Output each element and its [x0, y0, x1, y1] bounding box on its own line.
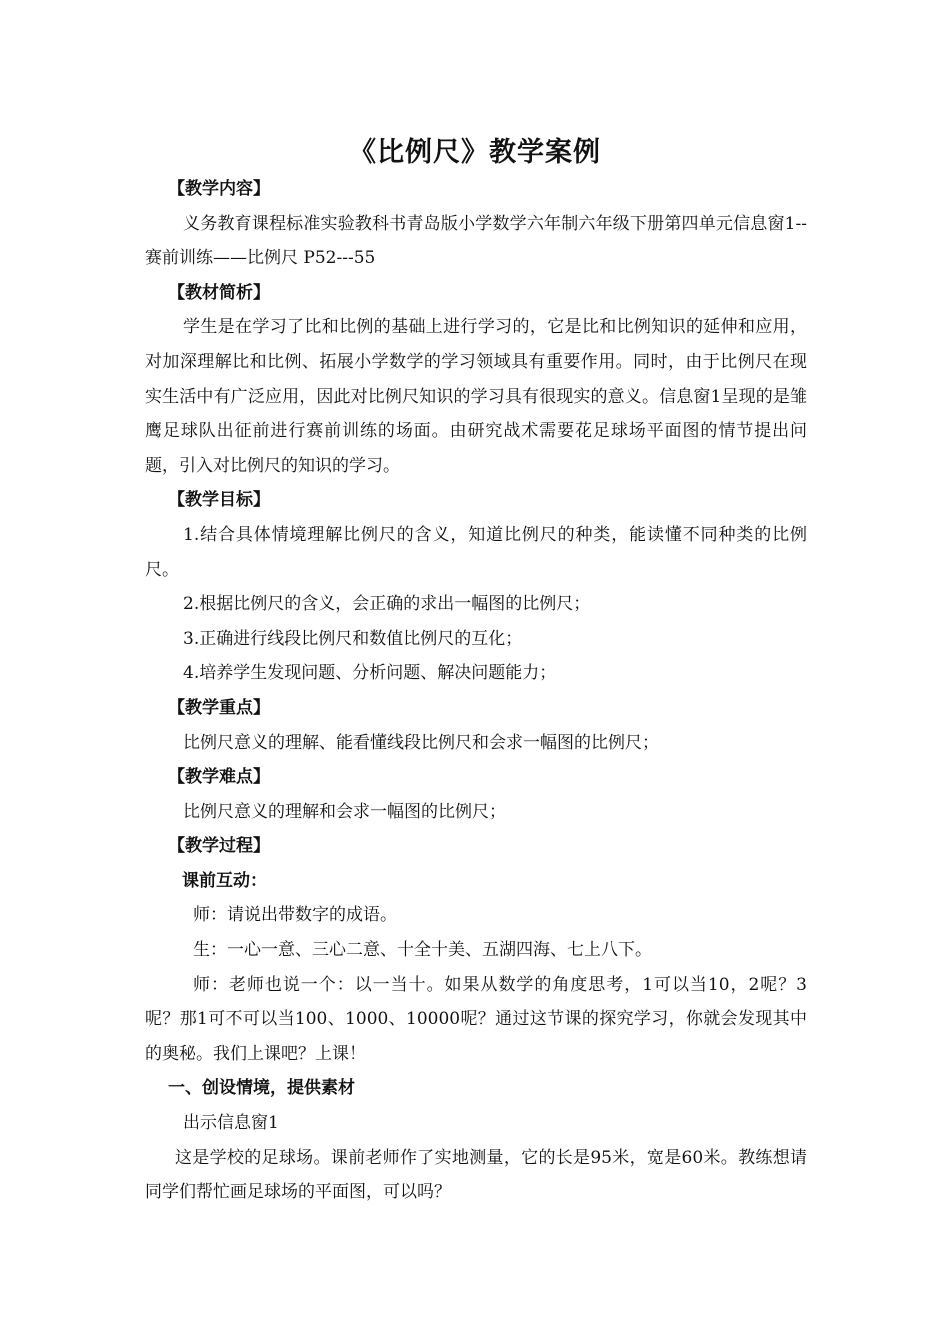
document-title: 《比例尺》教学案例: [349, 137, 601, 168]
goal-item: 4.培养学生发现问题、分析问题、解决问题能力；: [183, 663, 557, 684]
section-heading-step-one: 一、创设情境，提供素材: [168, 1078, 355, 1099]
paragraph: 义务教育课程标准实验教科书青岛版小学数学六年制六年级下册第四单元信息窗1--赛前训练——比例尺 P52---55: [145, 213, 807, 269]
goal-item: 2.根据比例尺的含义，会正确的求出一幅图的比例尺；: [183, 594, 591, 615]
section-heading-analysis: 【教材简析】: [168, 282, 270, 303]
section-heading-process: 【教学过程】: [168, 836, 270, 857]
dialogue-line: 师：老师也说一个：以一当十。如果从数学的角度思考，1可以当10，2呢？3呢？那1可不可以当100、1000、10000呢？通过这节课的探究学习，你就会发现其中的奥秘。我们上课吧？上课！: [145, 974, 808, 1064]
paragraph: 这是学校的足球场。课前老师作了实地测量，它的长是95米，宽是60米。教练想请同学们帮忙画足球场的平面图，可以吗？: [145, 1147, 807, 1203]
goal-item: 3.正确进行线段比例尺和数值比例尺的互化；: [183, 628, 523, 649]
section-heading-difficulties: 【教学难点】: [168, 767, 270, 788]
dialogue-line: 师：请说出带数字的成语。: [193, 905, 397, 926]
section-heading-content: 【教学内容】: [168, 179, 270, 199]
document-body: [145, 172, 807, 1210]
paragraph: 比例尺意义的理解和会求一幅图的比例尺；: [183, 801, 506, 822]
subheading-warmup: 课前互动：: [182, 870, 267, 891]
section-heading-key-points: 【教学重点】: [168, 697, 270, 718]
goal-item: 1.结合具体情境理解比例尺的含义，知道比例尺的种类，能读懂不同种类的比例尺。: [145, 524, 807, 580]
paragraph: 出示信息窗1: [183, 1113, 279, 1134]
paragraph: 学生是在学习了比和比例的基础上进行学习的，它是比和比例知识的延伸和应用，对加深理解比和比例、拓展小学数学的学习领域具有重要作用。同时，由于比例尺在现实生活中有广泛应用，因此对比例尺知识的学习具有很现实的意义。信息窗1呈现的是雏鹰足球队出征前进行赛前训练的场面。由研究战术需要花足球场平面图的情节提出问题，引入对比例尺的知识的学习。: [145, 317, 807, 476]
dialogue-line: 生：一心一意、三心二意、十全十美、五湖四海、七上八下。: [193, 940, 652, 961]
section-heading-goals: 【教学目标】: [168, 490, 270, 511]
paragraph: 比例尺意义的理解、能看懂线段比例尺和会求一幅图的比例尺；: [183, 732, 659, 753]
